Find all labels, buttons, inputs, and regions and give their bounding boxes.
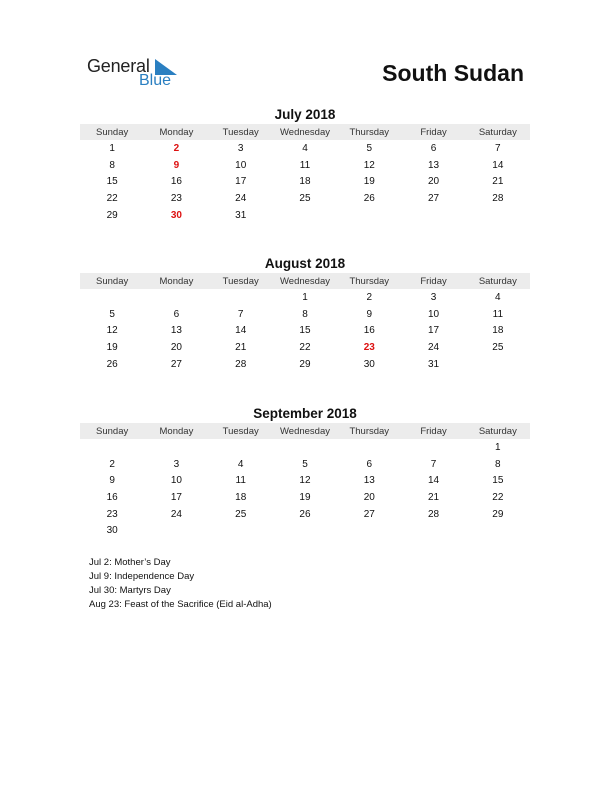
week-row <box>80 489 530 506</box>
week-row <box>80 506 530 523</box>
day-cell: 16 <box>363 325 375 337</box>
day-cell: 18 <box>492 325 504 337</box>
day-cell: 3 <box>430 291 437 303</box>
day-cell: 10 <box>427 308 440 320</box>
weekday-label: Thursday <box>349 275 390 287</box>
week-row <box>80 456 530 473</box>
day-cell: 21 <box>427 491 440 503</box>
day-cell: 18 <box>235 491 247 503</box>
day-cell: 31 <box>235 209 247 221</box>
day-cell: 13 <box>170 325 182 337</box>
day-cell: 5 <box>366 142 373 154</box>
day-cell: 19 <box>363 176 375 188</box>
day-cell: 20 <box>170 341 182 353</box>
weekday-label: Sunday <box>96 126 129 138</box>
month-title: August 2018 <box>264 256 346 271</box>
day-cell: 29 <box>492 508 504 520</box>
weekday-label: Tuesday <box>222 275 259 287</box>
day-cell: 14 <box>427 475 440 487</box>
week-row <box>80 522 530 539</box>
day-cell: 9 <box>109 475 115 487</box>
day-cell: 3 <box>173 458 180 470</box>
day-cell: 30 <box>106 525 118 537</box>
day-cell: 7 <box>430 458 437 470</box>
holiday-note: Aug 23: Feast of the Sacrifice (Eid al-Adha) <box>89 599 272 610</box>
weekday-header <box>80 124 530 140</box>
day-cell: 15 <box>299 325 311 337</box>
day-cell: 31 <box>427 358 440 370</box>
day-cell: 16 <box>170 176 182 188</box>
day-cell: 23 <box>170 192 182 204</box>
day-cell: 11 <box>299 159 311 171</box>
day-cell: 23 <box>106 508 118 520</box>
holiday-notes <box>89 556 272 612</box>
weekday-label: Sunday <box>96 275 129 287</box>
week-row <box>80 322 530 339</box>
day-cell: 13 <box>427 159 440 171</box>
day-cell: 25 <box>299 192 311 204</box>
country-title: South Sudan <box>382 60 524 86</box>
holiday-note: Jul 9: Independence Day <box>89 571 195 582</box>
day-cell: 30 <box>363 358 375 370</box>
day-cell: 28 <box>427 508 440 520</box>
day-cell: 8 <box>109 159 115 171</box>
logo-general-text: General <box>87 56 150 76</box>
weekday-label: Wednesday <box>279 275 330 287</box>
month-title: July 2018 <box>274 107 336 122</box>
week-row <box>80 306 530 323</box>
day-cell: 22 <box>106 192 118 204</box>
day-cell: 22 <box>492 491 504 503</box>
day-cell: 9 <box>173 159 180 171</box>
day-cell: 2 <box>109 458 115 470</box>
day-cell: 2 <box>173 142 180 154</box>
day-cell: 10 <box>235 159 247 171</box>
weekday-label: Friday <box>420 126 447 138</box>
week-row <box>80 207 530 224</box>
weekday-label: Saturday <box>478 425 517 437</box>
month-september <box>80 405 530 539</box>
day-cell: 9 <box>366 308 373 320</box>
weekday-header <box>80 273 530 289</box>
day-cell: 17 <box>170 491 182 503</box>
day-cell: 21 <box>235 341 247 353</box>
day-cell: 20 <box>363 491 375 503</box>
day-cell: 16 <box>106 491 118 503</box>
week-row <box>80 140 530 157</box>
day-cell: 28 <box>492 192 504 204</box>
month-august <box>80 255 530 372</box>
day-cell: 1 <box>109 142 115 154</box>
weekday-label: Saturday <box>478 126 517 138</box>
weekday-label: Friday <box>420 425 447 437</box>
day-cell: 20 <box>427 176 440 188</box>
weekday-label: Wednesday <box>279 126 330 138</box>
logo-blue-text: Blue <box>139 72 172 89</box>
day-cell: 19 <box>299 491 311 503</box>
weekday-label: Tuesday <box>222 425 259 437</box>
day-cell: 24 <box>235 192 247 204</box>
day-cell: 24 <box>427 341 440 353</box>
holiday-note: Jul 2: Mother’s Day <box>89 557 171 568</box>
weekday-label: Friday <box>420 275 447 287</box>
day-cell: 26 <box>363 192 375 204</box>
weekday-label: Monday <box>159 126 194 138</box>
day-cell: 29 <box>106 209 118 221</box>
day-cell: 28 <box>235 358 247 370</box>
day-cell: 12 <box>363 159 375 171</box>
day-cell: 30 <box>170 209 182 221</box>
weekday-header <box>80 423 530 439</box>
week-row <box>80 190 530 207</box>
day-cell: 17 <box>235 176 247 188</box>
week-row <box>80 339 530 356</box>
week-row <box>80 356 530 373</box>
day-cell: 27 <box>363 508 375 520</box>
day-cell: 15 <box>492 475 504 487</box>
day-cell: 26 <box>299 508 311 520</box>
day-cell: 3 <box>237 142 244 154</box>
brand-logo <box>87 56 197 92</box>
day-cell: 6 <box>366 458 373 470</box>
day-cell: 7 <box>237 308 244 320</box>
day-cell: 2 <box>366 291 373 303</box>
month-july <box>80 106 530 223</box>
holiday-note: Jul 30: Martyrs Day <box>89 585 171 596</box>
day-cell: 8 <box>302 308 308 320</box>
week-row <box>80 289 530 306</box>
day-cell: 21 <box>492 176 504 188</box>
day-cell: 5 <box>302 458 308 470</box>
day-cell: 18 <box>299 176 311 188</box>
weekday-label: Tuesday <box>222 126 259 138</box>
day-cell: 10 <box>170 475 182 487</box>
day-cell: 25 <box>235 508 247 520</box>
weekday-label: Sunday <box>96 425 129 437</box>
day-cell: 4 <box>237 458 244 470</box>
day-cell: 13 <box>363 475 375 487</box>
day-cell: 6 <box>430 142 437 154</box>
day-cell: 23 <box>363 341 375 353</box>
day-cell: 6 <box>173 308 180 320</box>
day-cell: 14 <box>492 159 504 171</box>
weekday-label: Saturday <box>478 275 517 287</box>
day-cell: 1 <box>302 291 308 303</box>
day-cell: 26 <box>106 358 118 370</box>
weekday-label: Monday <box>159 425 194 437</box>
weekday-label: Thursday <box>349 425 390 437</box>
day-cell: 24 <box>170 508 182 520</box>
month-title: September 2018 <box>253 406 357 421</box>
week-row <box>80 157 530 174</box>
day-cell: 12 <box>106 325 118 337</box>
day-cell: 25 <box>492 341 504 353</box>
day-cell: 5 <box>109 308 115 320</box>
weekday-label: Wednesday <box>279 425 330 437</box>
day-cell: 15 <box>106 176 118 188</box>
day-cell: 19 <box>106 341 118 353</box>
weekday-label: Thursday <box>349 126 390 138</box>
day-cell: 7 <box>495 142 501 154</box>
day-cell: 4 <box>495 291 501 303</box>
day-cell: 8 <box>495 458 501 470</box>
day-cell: 11 <box>492 308 504 320</box>
weekday-label: Monday <box>159 275 194 287</box>
week-row <box>80 439 530 456</box>
week-row <box>80 472 530 489</box>
day-cell: 29 <box>299 358 311 370</box>
day-cell: 11 <box>235 475 246 487</box>
day-cell: 14 <box>235 325 247 337</box>
day-cell: 27 <box>427 192 440 204</box>
day-cell: 4 <box>302 142 308 154</box>
day-cell: 17 <box>427 325 440 337</box>
day-cell: 1 <box>495 441 501 453</box>
week-row <box>80 173 530 190</box>
day-cell: 27 <box>170 358 182 370</box>
day-cell: 22 <box>299 341 311 353</box>
day-cell: 12 <box>299 475 311 487</box>
